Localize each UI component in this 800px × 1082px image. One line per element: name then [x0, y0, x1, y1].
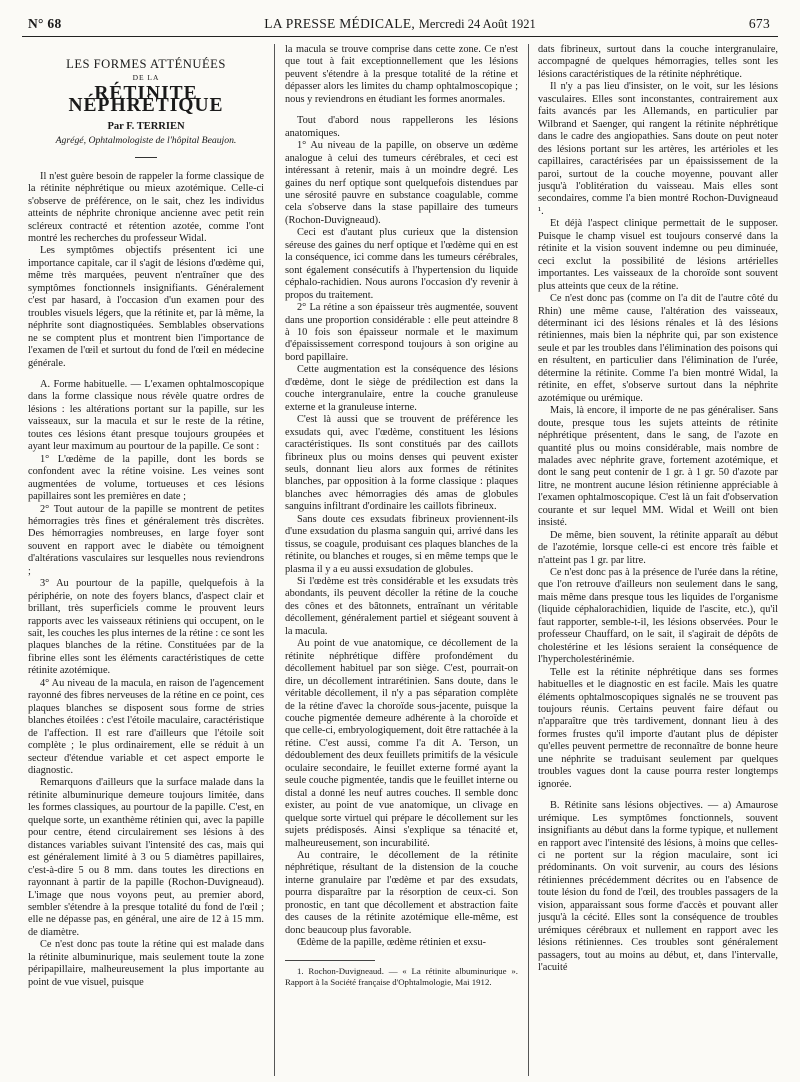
paragraph: Ce n'est donc pas toute la rétine qui est malade dans la rétinite albuminurique, mais seulement toute la zone péripapillaire, malheureusement la plus importante au point de vue visuel, puisque — [28, 939, 264, 988]
paragraph: C'est là aussi que se trouvent de préférence les exsudats qui, avec l'œdème, constituent les lésions caractéristiques. Ils sont constitués par des caillots fibrineux plus ou moins denses qui peuvent exister seuls, donnant lieu alors aux formes de rétinites blanches, par opposition à la forme classique : plaques blanches avec hémorragies dés amas de globules sanguins infiltrant d'ordinaire les caillots fibrineux. — [285, 414, 518, 513]
paragraph: Il n'est guère besoin de rappeler la forme classique de la rétinite néphrétique ou mieux azotémique. Celle-ci s'observe de préférence, on le sait, chez les individus atteints de néphrite chronique ancienne avec petit rein scléreux contracté et rétention azotée, comme l'ont montré les recherches du professeur Widal. — [28, 170, 264, 244]
issue-number: N° 68 — [28, 16, 62, 31]
paragraph: Il n'y a pas lieu d'insister, on le voit, sur les lésions vasculaires. Elles sont inconstantes, contrairement aux faits avancés par les Allemands, en particulier par Wilbrand et Saenger, qui rangent la rétinite néphrétique dans le cadre des angiopathies. Sans doute on peut noter des lésions portant sur les artères, les artérioles et les capillaires, caractérisées par un épaississement de la paroi, surtout de la couche moyenne, pouvant aller jusqu'à l'oblitération du vaisseau. Mais elles sont secondaires, comme l'a bien montré Rochon-Duvigneaud ¹. — [538, 81, 778, 217]
column-rule — [528, 44, 529, 1076]
paragraph: Ce n'est donc pas (comme on l'a dit de l'autre côté du Rhin) une même cause, l'altération des vaisseaux, déterminant ici des lésions rénales et là des lésions rétiniennes, mais bien la néphrite qui, par son existence seule et par les troubles dans l'élimination des poisons qui en résultent, en particulier dans l'élimination de l'urée, détermine la rétinite. Comme l'a bien montré Widal, la rétinite, en effet, s'observe surtout dans la néphrite azotémique ou urémique. — [538, 293, 778, 404]
paragraph: 2° La rétine a son épaisseur très augmentée, souvent dans une proportion considérable : elle peut atteindre 8 à 10 fois son épaisseur normale et le maximum d'épaississement correspond toujours à son origine au bord papillaire. — [285, 302, 518, 363]
paragraph: Les symptômes objectifs présentent ici une importance capitale, car il s'agit de lésions d'œdème qui, même très marquées, peuvent n'entraîner que des symptômes fonctionnels insignifiants. Généralement c'est par hasard, à l'occasion d'un examen pour des troubles visuels légers, que la rétinite et, par là même, la néphrite sont diagnostiquées. Semblables observations ne se comptent plus et montrent bien l'importance de l'examen de l'œil et surtout du fond de l'œil en médecine générale. — [28, 245, 264, 369]
paragraph: Au contraire, le décollement de la rétinite néphrétique, résultant de la distension de la couche interne granulaire par l'œdème et par des exsudats, pourra disparaître par la résorption de ceux-ci. Son pronostic, en tant que décollement et abstraction faite des causes de la rétinite azotémique elle-même, est donc beaucoup plus favorable. — [285, 850, 518, 936]
footnote: 1. Rochon-Duvigneaud. — « La rétinite albuminurique ». Rapport à la Société française d'Ophtalmologie, Mai 1912. — [285, 965, 518, 987]
paragraph: 3° Au pourtour de la papille, quelquefois à la périphérie, on note des foyers blancs, d'aspect clair et brillant, très superficiels comme le prouvent leurs rapports avec les vaisseaux rétiniens qui occupent, on le sait, les couches les plus internes de la rétine : ce sont les plaques blanches de la rétine. Constituées par de la fibrine elles sont les éléments caractéristiques de cette rétinite azotémique. — [28, 578, 264, 677]
paragraph: la macula se trouve comprise dans cette zone. Ce n'est que tout à fait exceptionnellement que les lésions peuvent s'étendre à la presque totalité de la rétine et dépasser alors les limites du champ ophtalmoscopique ; nous y reviendrons en étudiant les formes anormales. — [285, 44, 518, 105]
column-rule — [274, 44, 275, 1076]
paragraph: Telle est la rétinite néphrétique dans ses formes habituelles et le diagnostic en est facile. Mais les quatre éléments ophtalmoscopiques signalés ne se trouvent pas toujours réunis. Certains peuvent faire défaut ou n'apparaître que très tardivement, donnant lieu à des formes frustes qu'il importe d'autant plus de dépister qu'elles peuvent permettre de reconnaître de bonne heure une néphrite se traduisant seulement par quelques troubles vagues dont la cause pourra rester longtemps ignorée. — [538, 666, 778, 790]
byline-prefix: Par — [107, 120, 124, 132]
paragraph: 2° Tout autour de la papille se montrent de petites hémorragies très fines et généralement très discrètes. Des hémorragies nombreuses, en large foyer sont souvent en rapport avec le diabète ou témoignent d'altérations vasculaires sur lesquelles nous reviendrons ; — [28, 503, 264, 577]
paragraph: Ce n'est donc pas à la présence de l'urée dans la rétine, que l'on retrouve d'ailleurs non seulement dans le sang, mais même dans presque tous les liquides de l'organisme (liquide céphalorachidien, liquide de l'ascite, etc.), qu'il faut rapporter, semble-t-il, les lésions observées. Pour le professeur Chauffard, on le sait, il s'agirait de dépôts de cholestérine et les lésions seraient la conséquence de l'hypercholestérinémie. — [538, 567, 778, 666]
author-byline — [28, 121, 264, 133]
paragraph: Et déjà l'aspect clinique permettait de le supposer. Puisque le champ visuel est toujours conservé dans la rétinite et la vision souvent indemne ou peu diminuée, ceci exclut la possibilité de lésions artérielles importantes. Les vaisseaux de la choroïde sont souvent plus atteints que ceux de la rétine. — [538, 218, 778, 292]
paragraph: Remarquons d'ailleurs que la surface malade dans la rétinite albuminurique demeure toujours limitée, dans les formes classiques, au pourtour de la papille. C'est, en quelque sorte, un exanthème rétinien qui, avec la papille pour centre, étend circulairement ses lésions à des distances variables suivant l'intensité des cas, mais qui est généralement limité à 3 ou 5 diamètres papillaires, c'est-à-dire 5 ou 8 mm. dans toutes les directions en rayonnant à partir de la papille (Rochon-Duvigneaud). L'image que nous voyons peut, au premier abord, sembler s'étendre à la presque totalité du fond de l'œil ; elle ne dépasse pas, en général, une aire de 12 à 15 mm. de diamètre. — [28, 777, 264, 938]
article-title: RÉTINITE NÉPHRÉTIQUE — [68, 82, 224, 117]
author-affiliation: Agrégé, Ophtalmologiste de l'hôpital Beaujon. — [55, 135, 237, 147]
column-2 — [285, 44, 518, 1076]
page-number: 673 — [748, 16, 770, 31]
paragraph: Œdème de la papille, œdème rétinien et exsu- — [297, 937, 486, 949]
section-a-paragraph: A. Forme habituelle. — L'examen ophtalmoscopique dans la forme classique nous révèle quatre ordres de lésions : les altérations portant sur la papille, sur les vaisseaux, sur la macula et sur le reste de la rétine, toutes ces lésions étant presque toujours groupées et ayant leur maximum au pourtour de la papille. Ce sont : — [28, 378, 264, 453]
paragraph: Cette augmentation est la conséquence des lésions d'œdème, dont le siège de prédilection est dans la couche intergranulaire, entre la couche granuleuse externe et la granuleuse interne. — [285, 364, 518, 413]
paragraph: 1° L'œdème de la papille, dont les bords se confondent avec la rétine voisine. Les veines sont augmentées de volume, tortueuses et ces lésions papillaires sont les premières en date ; — [28, 453, 264, 503]
footnote-rule — [285, 960, 375, 961]
paragraph: Au point de vue anatomique, ce décollement de la rétinite néphrétique diffère profondément du décollement habituel par son siège. C'est, pourrait-on dire, un décollement intrarétinien. Sans doute, dans le véritable décollement, il n'y a pas séparation complète de la rétine d'avec la choroïde sous-jacente, puisque la couche pigmentée demeure adhérente à la choroïde et que celle-ci, embryologiquement, doit être rattachée à la rétine. C'est aussi, comme l'a dit A. Terson, un dédoublement des deux feuillets primitifs de la vésicule oculaire secondaire, le feuillet externe formé ayant la seule couche pigmentée, tandis que le feuillet interne ou distal a donné les neuf autres couches. Il semble donc exister, au point de vue anatomique, un clivage en quelque sorte virtuel qui prépare le décollement sur les sujets prédisposés. Ainsi s'explique sa ténacité et, malheureusement, son incurabilité. — [285, 638, 518, 849]
paragraph: Tout d'abord nous rappellerons les lésions anatomiques. — [285, 115, 518, 139]
paragraph: dats fibrineux, surtout dans la couche intergranulaire, accompagné de quelques hémorragies, telles sont les lésions caractéristiques de la rétinite néphrétique. — [538, 44, 778, 80]
paragraph: 4° Au niveau de la macula, en raison de l'agencement rayonné des fibres nerveuses de la rétine en ce point, ces plaques blanches se disposent sous forme de stries blanches étoilées : c'est l'étoile maculaire, caractéristique de l'affection. Il est rare d'ailleurs que l'étoile soit complète ; le plus ordinairement, elle se réduit à un secteur d'étendue variable et cet aspect emporte le diagnostic. — [28, 677, 264, 777]
paragraph: Ceci est d'autant plus curieux que la distension séreuse des gaines du nerf optique et l'œdème qui en est la conséquence, ici comme dans les tumeurs cérébrales, sont également consécutifs à l'hypertension du liquide céphalo-rachidien. Nous aurons l'occasion d'y revenir à propos du traitement. — [285, 227, 518, 301]
section-b-paragraph: B. Rétinite sans lésions objectives. — a) Amaurose urémique. Les symptômes fonctionnels, souvent insignifiants au début dans la forme typique, et nullement en rapport avec l'intensité des lésions, à moins que celles-ci ne portent sur la région maculaire, sont ici prédominants. On voit survenir, au cours des lésions rétiniennes précédemment décrites ou en l'absence de toute lésion du fond de l'œil, des troubles passagers de la vision, apparaissant sous forme d'accès et pouvant aller jusqu'à la cécité. Elles sont la conséquence de troubles urémiques cérébraux et nullement en rapport avec les lésions rétiniennes. Ces troubles sont généralement passagers, tout au moins au début, et, dans l'intervalle, l'acuité — [538, 800, 778, 974]
issue-date: Mercredi 24 Août 1921 — [418, 17, 536, 31]
column-1 — [28, 44, 264, 1076]
running-header — [22, 14, 778, 37]
paragraph: Si l'œdème est très considérable et les exsudats très abondants, ils peuvent décoller la rétine de la couche des cônes et des bâtonnets, entraînant un véritable décollement, généralement partiel et siégeant souvent à la macula. — [285, 576, 518, 637]
paragraph: De même, bien souvent, la rétinite apparaît au début de l'azotémie, lorsque celle-ci est encore très faible et n'atteint pas 1 gr. par litre. — [538, 529, 778, 566]
title-separator — [135, 157, 157, 158]
paragraph: Mais, là encore, il importe de ne pas généraliser. Sans doute, presque tous les sujets atteints de rétinite néphrétique présentent, dans le sang, de l'azote en quantité plus ou moins considérable, mais nombre de malades avec néphrite grave, fortement azotémique, et dont le sang peut contenir de 1 gr. à 1 gr. 50 d'azote par litre, ne montrent aucune lésion rétinienne appréciable à l'examen ophtalmoscopique. C'est là un fait d'observation courante et sur lequel MM. Widal et Weill ont bien insisté. — [538, 405, 778, 529]
paragraph: 1° Au niveau de la papille, on observe un œdème analogue à celui des tumeurs cérébrales, et ceci est intéressant à retenir, mais à un moindre degré. Les gaines du nerf optique sont quelquefois distendues par une sérosité pauvre en substance coagulable, comme cela s'observe dans la stase papillaire des tumeurs (Rochon-Duvigneaud). — [285, 140, 518, 226]
column-3 — [538, 44, 778, 1076]
author-name: F. TERRIEN — [126, 120, 185, 132]
article-kicker: LES FORMES ATTÉNUÉES — [66, 57, 226, 71]
journal-title-line — [22, 16, 778, 32]
paragraph: Sans doute ces exsudats fibrineux proviennent-ils d'une exsudation du plasma sanguin qui, arrivé dans les tissus, se coagule, produisant ces plaques blanches de la rétinite, ou blanches et rouges, si en même temps que le plasma il y a eu aussi exsudation de globules. — [285, 513, 518, 575]
article-heading — [28, 58, 264, 158]
article-kicker-de-la: DE LA — [132, 73, 160, 83]
journal-name: LA PRESSE MÉDICALE, — [264, 16, 416, 31]
